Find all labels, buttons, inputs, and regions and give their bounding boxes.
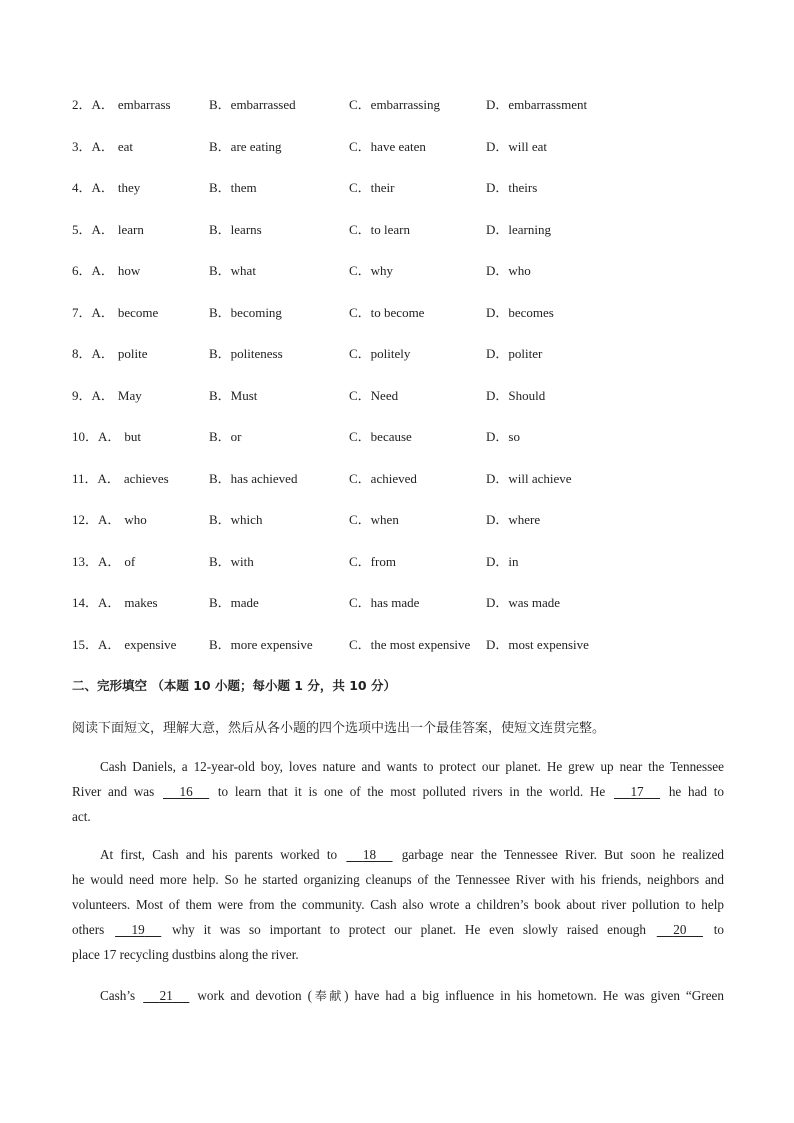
option-a-text: of [124,553,136,569]
passage-line: place 17 recycling dustbins along the river. [72,947,299,962]
passage-line: Cash Daniels, a 12-year-old boy, loves nature and wants to protect our planet. He grew up near the Tennessee [100,759,724,774]
option-c: C．achieved [349,470,417,486]
option-b: B．more expensive [209,636,313,652]
chinese-gloss: 奉献 [312,989,345,1003]
option-b: B．learns [209,221,262,237]
option-b: B．becoming [209,304,282,320]
passage-line: act. [72,809,91,824]
option-a-text: they [117,180,141,195]
option-a-text: become [117,304,159,320]
option-c: C．their [349,180,395,195]
blank-17: 17 [630,784,644,799]
option-a-text: expensive [124,636,177,652]
option-d: D．was made [486,595,561,610]
option-d: D．becomes [486,304,554,320]
option-d: D．politer [486,346,543,361]
passage-line: others 19 why it was so important to protect our planet. He even slowly raised enough 20 to [72,917,724,942]
option-a-text: who [124,512,147,527]
option-d: D．where [486,512,541,527]
option-b: B．them [209,180,257,195]
blank-20: 20 [673,922,687,937]
blank-21: 21 [159,988,173,1003]
option-b: B．politeness [209,346,283,361]
option-d: D．will eat [486,138,548,154]
option-c: C．have eaten [349,138,426,154]
option-b: B．or [209,429,242,444]
option-c: C．to learn [349,221,411,237]
option-a-text: achieves [123,470,169,486]
option-b: B．are eating [209,138,282,154]
option-c: C．the most expensive [349,636,471,652]
option-b: B．has achieved [209,470,298,486]
option-a-text: learn [117,221,144,237]
option-a-text: but [124,429,142,444]
option-c: C．from [349,553,396,569]
option-a [72,426,141,445]
passage-paragraph-3 [72,983,724,1008]
question-number: 13．A． [72,553,121,569]
section-title: 二、完形填空 （本题 10 小题；每小题 1 分，共 10 分） [72,678,396,693]
passage-paragraph-2 [72,842,724,967]
option-a-text: makes [124,595,158,610]
question-number: 8．A． [72,346,114,361]
question-number: 14．A． [72,595,121,610]
option-c: C．when [349,512,399,527]
question-number: 9．A． [72,387,114,403]
option-a [72,94,171,113]
passage-paragraph-1 [72,754,724,829]
option-a [72,219,144,238]
option-a [72,136,133,155]
option-a-text: eat [117,138,134,154]
option-a [72,468,169,487]
option-a [72,302,158,321]
option-a-text: polite [117,346,148,361]
blank-19: 19 [131,922,145,937]
question-number: 3．A． [72,138,114,154]
option-d: D．in [486,553,519,569]
option-c: C．politely [349,346,411,361]
option-b: B．embarrassed [209,97,296,112]
option-a-text: May [117,387,142,403]
option-a [72,592,158,611]
blank-18: 18 [362,847,377,862]
passage-line: he would need more help. So he started organizing cleanups of the Tennessee River with his friends, neighbors and [72,872,724,887]
option-d: D．learning [486,221,551,237]
option-c: C．Need [349,387,399,403]
option-a [72,260,140,279]
passage-line: River and was 16 to learn that it is one of the most polluted rivers in the world. He 17 he had to [72,779,724,804]
option-b: B．with [209,553,254,569]
option-a [72,509,147,528]
option-d: D．Should [486,387,546,403]
option-d: D．will achieve [486,470,572,486]
question-number: 2．A． [72,97,114,112]
option-d: D．most expensive [486,636,589,652]
question-number: 10．A． [72,429,121,444]
option-b: B．Must [209,387,258,403]
question-number: 12．A． [72,512,121,527]
option-a [72,343,148,362]
passage-line: volunteers. Most of them were from the community. Cash also wrote a children’s book about river pollution to help [72,897,724,912]
option-b: B．what [209,263,256,278]
option-d: D．so [486,429,520,444]
option-c: C．has made [349,595,420,610]
option-a [72,551,135,570]
question-number: 6．A． [72,263,114,278]
option-d: D．embarrassment [486,97,588,112]
option-b: B．which [209,512,263,527]
question-number: 15．A． [72,636,121,652]
question-number: 11．A． [72,470,120,486]
question-number: 4．A． [72,180,114,195]
option-a [72,634,176,653]
blank-16: 16 [179,784,193,799]
option-a [72,177,140,196]
option-c: C．because [349,429,412,444]
option-c: C．embarrassing [349,97,440,112]
option-c: C．to become [349,304,425,320]
option-a-text: how [117,263,141,278]
option-b: B．made [209,595,259,610]
section-instruction: 阅读下面短文，理解大意，然后从各小题的四个选项中选出一个最佳答案，使短文连贯完整。 [72,721,606,736]
option-a-text: embarrass [117,97,171,112]
question-number: 7．A． [72,304,114,320]
option-c: C．why [349,263,394,278]
question-number: 5．A． [72,221,114,237]
option-a [72,385,142,404]
passage-line: At first, Cash and his parents worked to 18 garbage near the Tennessee River. But soon he realized [72,842,724,867]
option-d: D．who [486,263,531,278]
passage-line: Cash’s 21 work and devotion (奉献) have had a big influence in his hometown. He was given “Green [72,983,724,1008]
option-d: D．theirs [486,180,538,195]
